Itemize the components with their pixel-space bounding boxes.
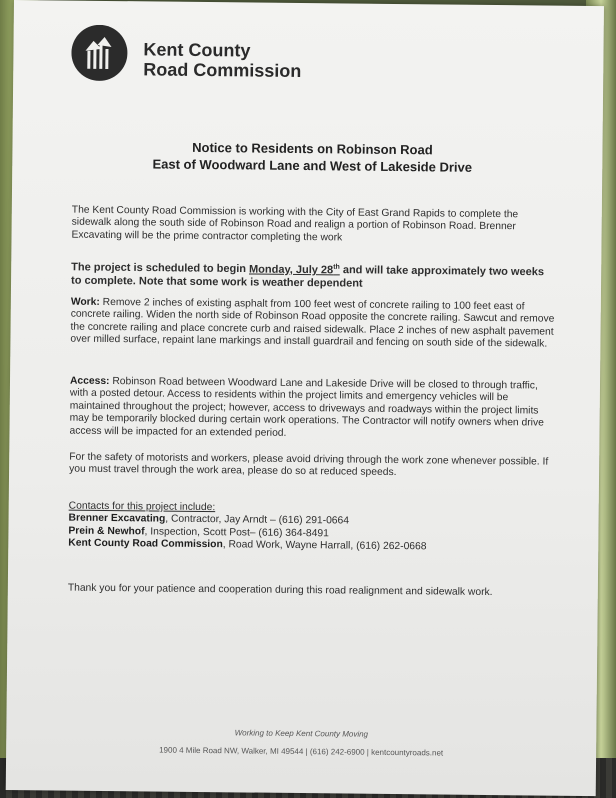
work-text: Remove 2 inches of existing asphalt from 100 feet west of concrete railing to 100 feet east of concrete railing. Widen the north side of Robinson Road opposite the concrete railing. Sawcut and remove the concrete railing and place concrete curb and raised sidewalk. Place 2 inches of new asphalt pavement over milled surface, repaint lane markings and install guardrail and fencing on south side of the sidewalk. <box>70 296 555 350</box>
work-label: Work: <box>70 296 100 308</box>
footer-address: 1900 4 Mile Road NW, Walker, MI 49544 | (616) 242-6900 | kentcountyroads.net <box>159 745 444 758</box>
safety-paragraph: For the safety of motorists and workers, please avoid driving through the work zone whenever possible. If you must travel through the work area, please do so at reduced speeds. <box>69 451 549 479</box>
access-paragraph <box>69 376 554 443</box>
schedule-paragraph <box>71 258 555 293</box>
contact-name: Brenner Excavating <box>68 513 166 526</box>
contact-detail: , Road Work, Wayne Harrall, (616) 262-0668 <box>222 539 427 553</box>
schedule-date <box>249 263 340 276</box>
notice-subtitle: East of Woodward Lane and West of Lakeside Drive <box>152 156 473 175</box>
contact-detail: , Contractor, Jay Arndt – (616) 291-0664 <box>165 514 350 527</box>
notice-paper <box>6 0 604 796</box>
schedule-date-sup: th <box>333 263 340 271</box>
schedule-before: The project is scheduled to begin <box>71 261 250 276</box>
organization-line-2: Road Commission <box>143 59 302 82</box>
contact-name: Prein & Newhof <box>68 525 145 538</box>
notice-title: Notice to Residents on Robinson Road <box>192 139 433 158</box>
schedule-after: and will take approximately two weeks to complete. Note that some work is weather dependent <box>71 264 545 290</box>
kcrc-logo-icon <box>71 25 128 82</box>
work-paragraph <box>70 297 554 352</box>
contact-name: Kent County Road Commission <box>68 537 223 551</box>
contacts-heading: Contacts for this project include: <box>68 500 216 514</box>
footer-tagline: Working to Keep Kent County Moving <box>234 728 369 739</box>
thanks-paragraph: Thank you for your patience and cooperation during this road realignment and sidewalk work. <box>67 582 493 599</box>
access-text: Robinson Road between Woodward Lane and Lakeside Drive will be closed to through traffic, with a posted detour. Access to residents within the project limits and emergency vehicles will be maintained throughout the project; however, access to driveways and roadways within the project limits may be temporarily blocked during certain work operations. The Contractor will notify owners when drive access will be impacted for an extended period. <box>69 376 544 439</box>
organization-line-1: Kent County <box>143 39 251 61</box>
contact-detail: , Inspection, Scott Post– (616) 364-8491 <box>144 526 329 540</box>
organization-name <box>143 39 301 81</box>
contacts-section <box>68 501 552 556</box>
access-label: Access: <box>69 375 110 388</box>
intro-paragraph: The Kent County Road Commission is working with the City of East Grand Rapids to complete the sidewalk along the south side of Robinson Road and realign a portion of Robinson Road. Brenner Excavating will be the prime contractor completing the work <box>71 204 519 244</box>
schedule-date-main: Monday, July 28 <box>248 263 334 277</box>
